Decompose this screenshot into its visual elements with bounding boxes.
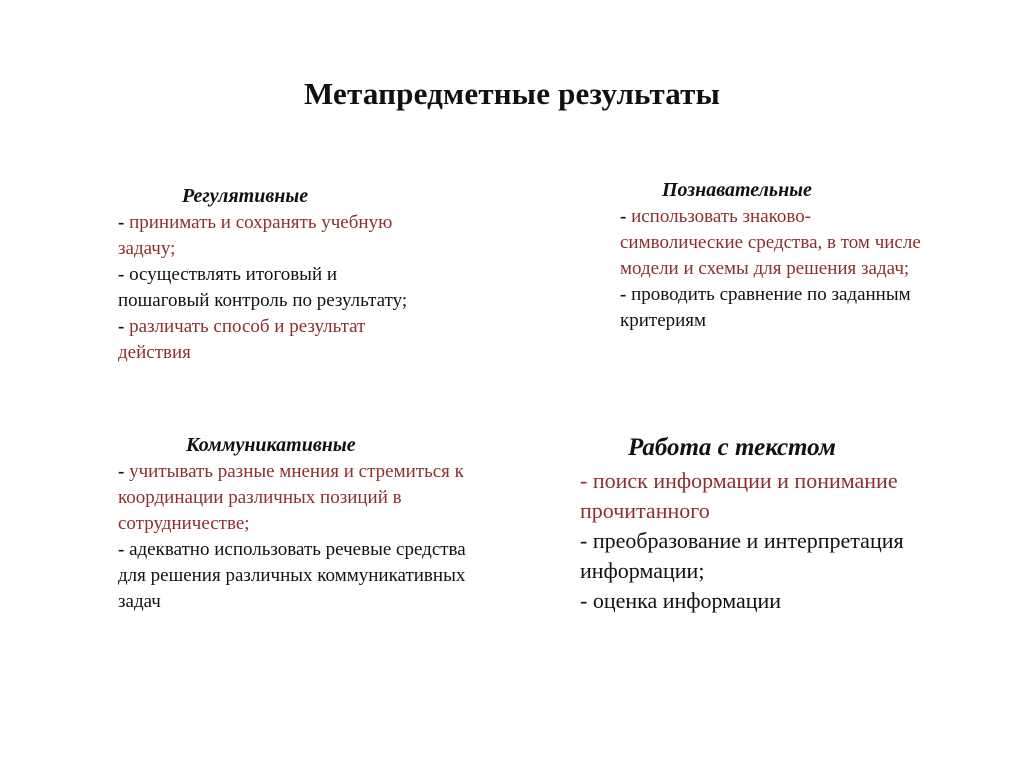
bullet-dash: - xyxy=(118,461,125,482)
list-item: - оценка информации xyxy=(580,588,782,613)
section-heading: Познавательные xyxy=(662,179,812,201)
list-item: - преобразование и интерпретация информации; xyxy=(580,528,904,583)
item-text: проводить сравнение по заданным критериям xyxy=(620,284,911,331)
list-item xyxy=(620,204,925,282)
section-heading: Работа с текстом xyxy=(628,434,836,461)
section-heading: Регулятивные xyxy=(182,185,309,207)
page-title: Метапредметные результаты xyxy=(304,76,720,111)
item-text: учитывать разные мнения и стремиться к координации различных позиций в сотрудничестве; xyxy=(118,461,464,534)
list-item xyxy=(118,210,418,262)
bullet-dash: - xyxy=(620,206,627,227)
bullet-dash: - xyxy=(620,284,627,305)
cognitive-section xyxy=(620,178,925,334)
list-item xyxy=(118,537,488,615)
list-item xyxy=(118,314,418,366)
list-item: - поиск информации и понимание прочитанного xyxy=(580,468,898,523)
bullet-dash: - xyxy=(118,212,125,233)
list-item xyxy=(118,459,488,537)
communicative-section xyxy=(118,433,488,615)
text-work-section xyxy=(580,433,960,616)
item-text: принимать и сохранять учебную задачу; xyxy=(118,212,393,259)
bullet-dash: - xyxy=(118,539,125,560)
item-text: различать способ и результат действия xyxy=(118,316,366,363)
item-text: адекватно использовать речевые средства для решения различных коммуникативных задач xyxy=(118,539,466,612)
section-heading: Коммуникативные xyxy=(186,434,356,456)
bullet-dash: - xyxy=(118,264,125,285)
list-item xyxy=(620,282,925,334)
bullet-dash: - xyxy=(118,316,125,337)
list-item xyxy=(118,262,418,314)
regulative-section xyxy=(118,184,418,366)
item-text: осуществлять итоговый и пошаговый контроль по результату; xyxy=(118,264,408,311)
item-text: использовать знаково-символические средства, в том числе модели и схемы для решения задач; xyxy=(620,206,921,279)
